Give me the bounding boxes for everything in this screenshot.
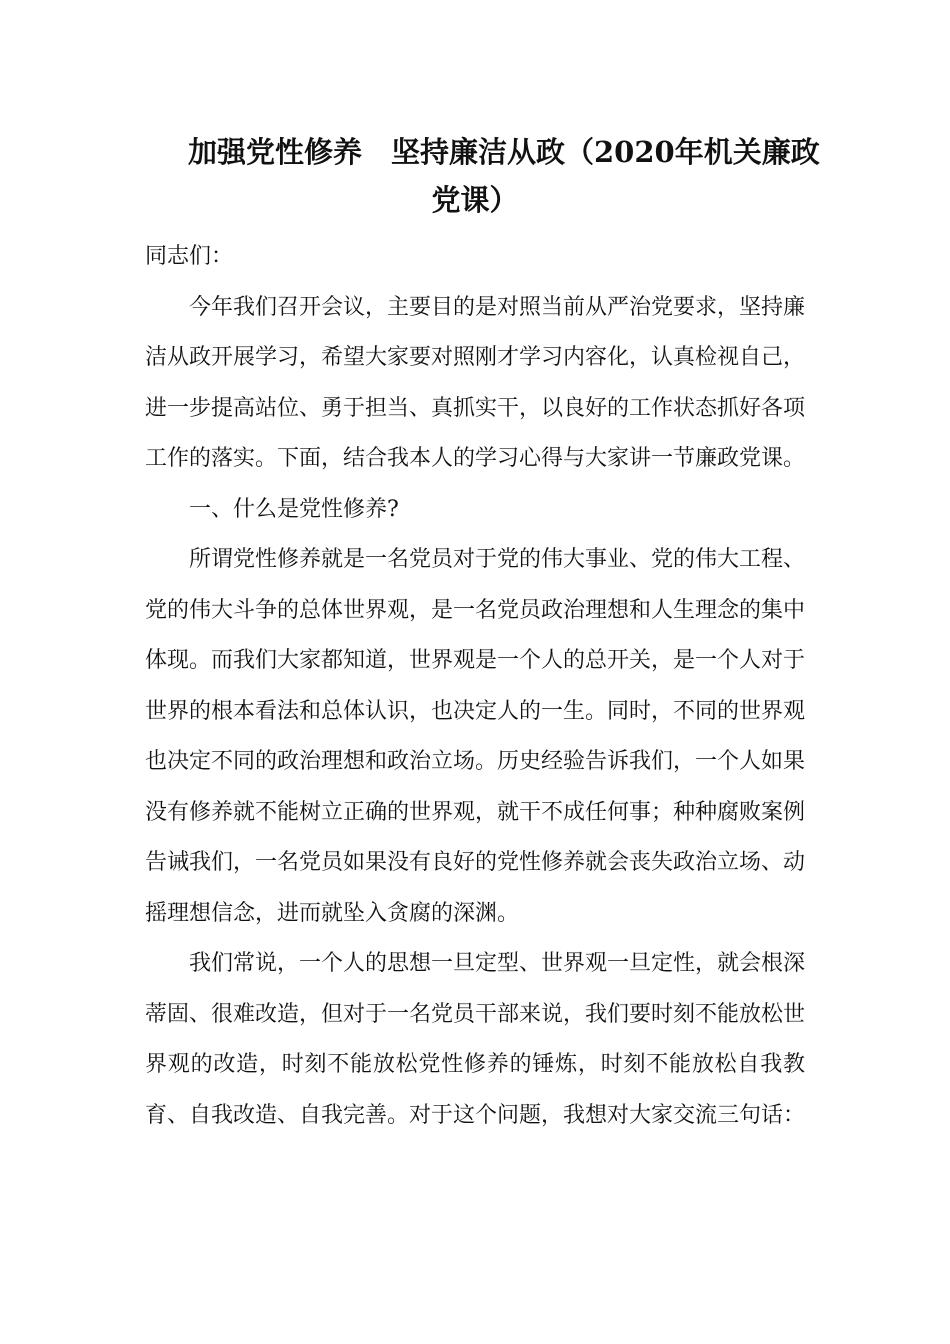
title-line-2: 党课） <box>431 183 519 217</box>
document-title <box>145 128 820 224</box>
paragraph-intro: 今年我们召开会议，主要目的是对照当前从严治党要求，坚持廉洁从政开展学习，希望大家要对照刚才学习内容化，认真检视自己，进一步提高站位、勇于担当、真抓实干，以良好的工作状态抓好各项工作的落实。下面，结合我本人的学习心得与大家讲一节廉政党课。 <box>145 294 806 471</box>
section-heading-1: 一、什么是党性修养? <box>189 496 399 522</box>
title-line-1: 加强党性修养 坚持廉洁从政（2020年机关廉政 <box>188 135 820 169</box>
paragraph-worldview: 我们常说，一个人的思想一旦定型、世界观一旦定性，就会根深蒂固、很难改造，但对于一名党员干部来说，我们要时刻不能放松世界观的改造，时刻不能放松党性修养的锤炼，时刻不能放松自我教育、自我改造、自我完善。对于这个问题，我想对大家交流三句话： <box>145 951 806 1128</box>
salutation: 同志们： <box>145 244 234 269</box>
document-body <box>145 232 805 1141</box>
paragraph-definition: 所谓党性修养就是一名党员对于党的伟大事业、党的伟大工程、党的伟大斗争的总体世界观，是一名党员政治理想和人生理念的集中体现。而我们大家都知道，世界观是一个人的总开关，是一个人对于世界的根本看法和总体认识，也决定人的一生。同时，不同的世界观也决定不同的政治理想和政治立场。历史经验告诉我们，一个人如果没有修养就不能树立正确的世界观，就干不成任何事；种种腐败案例告诫我们，一名党员如果没有良好的党性修养就会丧失政治立场、动摇理想信念，进而就坠入贪腐的深渊。 <box>145 547 806 926</box>
